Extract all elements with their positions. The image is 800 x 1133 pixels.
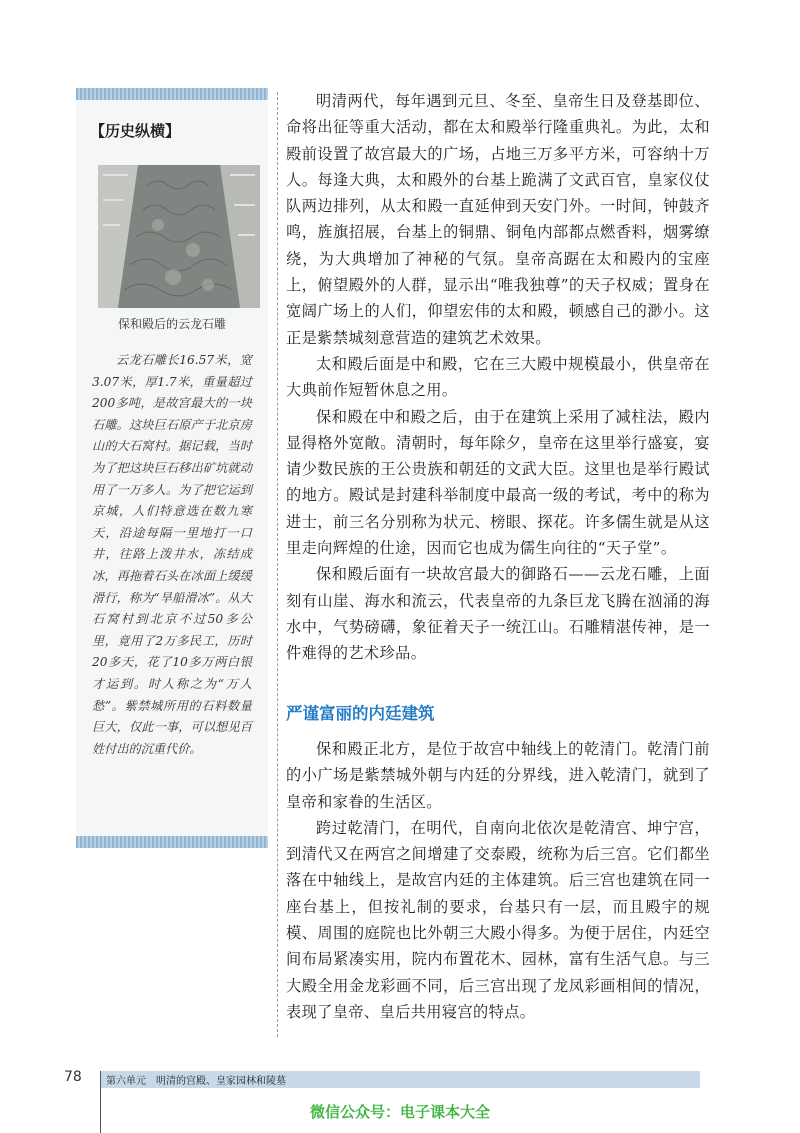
page-number: 78 [64, 1069, 82, 1085]
paragraph-qianqing-gate: 保和殿正北方，是位于故宫中轴线上的乾清门。乾清门前的小广场是紫禁城外朝与内廷的分界线，进入乾清门，就到了皇帝和家眷的生活区。 [286, 740, 710, 811]
column-divider [277, 92, 278, 1037]
paragraph-three-rear-palaces: 跨过乾清门，在明代，自南向北依次是乾清宫、坤宁宫，到清代又在两宫之间增建了交泰殿，统称为后三宫。它们都坐落在中轴线上，是故宫内廷的主体建筑。后三宫也建筑在同一座台基上，但按礼制的要求，台基只有一层，而且殿宇的规模、周围的庭院也比外朝三大殿小得多。为便于居住，内廷空间布局紧凑实用，院内布置花木、园林，富有生活气息。与三大殿全用金龙彩画不同，后三宫出现了龙凤彩画相间的情况，表现了皇帝、皇后共用寝宫的特点。 [286, 818, 710, 1021]
sidebar-body-text: 云龙石雕长16.57米，宽3.07米，厚1.7米，重量超过200多吨，是故宫最大的一块石雕。这块巨石原产于北京房山的大石窝村。据记载，当时为了把这块巨石移出矿坑就动用了一万多人。为了把它运到京城，人们特意选在数九寒天，沿途每隔一里地打一口井，往路上泼井水，冻结成冰，再拖着石头在冰面上缓缓滑行，称为“旱船滑冰”。从大石窝村到北京不过50多公里，竟用了2万多民工，历时20多天，花了10多万两白银才运到。时人称之为“万人愁”。紫禁城所用的石料数量巨大，仅此一事，可以想见百姓付出的沉重代价。 [92, 353, 252, 756]
sidebar-heading: 【历史纵横】 [90, 122, 181, 140]
history-sidebar [76, 88, 268, 848]
sidebar-bottom-stripe [76, 836, 268, 848]
paragraph-baohe: 保和殿在中和殿之后，由于在建筑上采用了减柱法，殿内显得格外宽敞。清朝时，每年除夕，皇帝在这里举行盛宴，宴请少数民族的王公贵族和朝廷的文武大臣。这里也是举行殿试的地方。殿试是封建科举制度中最高一级的考试，考中的称为进士，前三名分别称为状元、榜眼、探花。许多儒生就是从这里走向辉煌的仕途，因而它也成为儒生向往的“天子堂”。 [286, 407, 710, 558]
paragraph-zhonghe: 太和殿后面是中和殿，它在三大殿中规模最小，供皇帝在大典前作短暂休息之用。 [286, 354, 710, 400]
sidebar-top-stripe [76, 88, 268, 100]
section-title: 严谨富丽的内廷建筑 [286, 704, 435, 723]
stone-carving-image [98, 165, 260, 308]
unit-label: 第六单元 明清的宫殿、皇家园林和陵墓 [106, 1076, 286, 1087]
cloud-dragon-carving-photo [98, 165, 260, 308]
main-text-block [286, 88, 710, 667]
watermark: 微信公众号：电子课本大全 [309, 1103, 490, 1121]
inner-court-text-block [286, 736, 710, 1025]
paragraph-cloud-dragon: 保和殿后面有一块故宫最大的御路石——云龙石雕，上面刻有山崖、海水和流云，代表皇帝的九条巨龙飞腾在汹涌的海水中，气势磅礴，象征着天子一统江山。石雕精湛传神，是一件难得的艺术珍品。 [286, 565, 710, 663]
paragraph-taihe: 明清两代，每年遇到元旦、冬至、皇帝生日及登基即位、命将出征等重大活动，都在太和殿举行隆重典礼。为此，太和殿前设置了故宫最大的广场，占地三万多平方米，可容纳十万人。每逢大典，太和殿外的台基上跪满了文武百官，皇家仪仗队两边排列，从太和殿一直延伸到天安门外。一时间，钟鼓齐鸣，旌旗招展，台基上的铜鼎、铜龟内部都点燃香料，烟雾缭绕，为大典增加了神秘的气氛。皇帝高踞在太和殿内的宝座上，俯望殿外的人群，显示出“唯我独尊”的天子权威；置身在宽阔广场上的人们，仰望宏伟的太和殿，顿感自己的渺小。这正是紫禁城刻意营造的建筑艺术效果。 [286, 92, 710, 347]
photo-caption: 保和殿后的云龙石雕 [117, 317, 226, 331]
